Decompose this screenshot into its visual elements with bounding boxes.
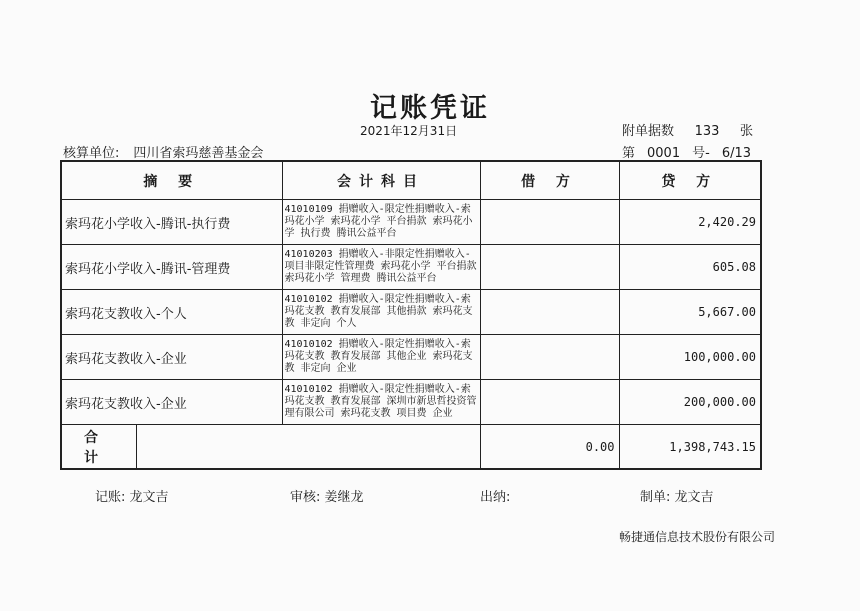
voucher-number [622, 142, 763, 161]
attachment-count [622, 120, 753, 139]
row-subject: 41010102 捐赠收入-限定性捐赠收入-索玛花支教 教育发展部 其他捐款 索玛花支教 非定向 个人 [282, 290, 480, 335]
voucher-title: 记账凭证 [370, 93, 490, 124]
row-subject: 41010109 捐赠收入-限定性捐赠收入-索玛花小学 索玛花小学 平台捐款 索玛花小学 执行费 腾讯公益平台 [282, 200, 480, 245]
total-label: 合 计 [62, 425, 137, 468]
accounting-unit-label: 核算单位: [63, 146, 120, 161]
bookkeeper [95, 486, 169, 505]
total-label-cell [61, 425, 480, 470]
preparer-name: 龙文吉 [674, 490, 714, 505]
attachment-label: 附单据数 [622, 124, 675, 139]
row-summary: 索玛花支教收入-企业 [61, 335, 282, 380]
table-row [61, 290, 761, 335]
row-credit: 100,000.00 [619, 335, 761, 380]
accounting-unit-name: 四川省索玛慈善基金会 [133, 146, 264, 161]
total-row [61, 425, 761, 470]
row-debit [480, 200, 619, 245]
attachment-number: 133 [694, 124, 720, 139]
cashier-label: 出纳: [480, 490, 511, 505]
table-row [61, 335, 761, 380]
voucher-prefix: 第 [622, 146, 636, 161]
row-debit [480, 335, 619, 380]
row-subject: 41010102 捐赠收入-限定性捐赠收入-索玛花支教 教育发展部 深圳市新思哲投资管理有限公司 索玛花支教 项目费 企业 [282, 380, 480, 425]
row-debit [480, 380, 619, 425]
row-credit: 605.08 [619, 245, 761, 290]
row-credit: 200,000.00 [619, 380, 761, 425]
row-summary: 索玛花小学收入-腾讯-管理费 [61, 245, 282, 290]
voucher-page: 6/13 [721, 146, 752, 161]
row-debit [480, 290, 619, 335]
bookkeeper-name: 龙文吉 [129, 490, 169, 505]
row-debit [480, 245, 619, 290]
preparer-label: 制单: [640, 490, 671, 505]
total-credit: 1,398,743.15 [619, 425, 761, 470]
row-subject: 41010102 捐赠收入-限定性捐赠收入-索玛花支教 教育发展部 其他企业 索玛花支教 非定向 企业 [282, 335, 480, 380]
auditor-label: 审核: [290, 490, 321, 505]
auditor [290, 486, 364, 505]
table-header-row [61, 161, 761, 200]
auditor-name: 姜继龙 [324, 490, 364, 505]
row-summary: 索玛花支教收入-企业 [61, 380, 282, 425]
attachment-unit: 张 [740, 124, 754, 139]
preparer [640, 486, 714, 505]
voucher-separator: 号- [692, 146, 710, 161]
table-row [61, 380, 761, 425]
row-subject: 41010203 捐赠收入-非限定性捐赠收入-项目非限定性管理费 索玛花小学 平台捐款 索玛花小学 管理费 腾讯公益平台 [282, 245, 480, 290]
cashier [480, 486, 510, 505]
voucher-date: 2021年12月31日 [360, 124, 458, 138]
voucher-table [60, 160, 762, 470]
table-row [61, 200, 761, 245]
header-credit: 贷 方 [619, 161, 761, 200]
row-credit: 5,667.00 [619, 290, 761, 335]
row-credit: 2,420.29 [619, 200, 761, 245]
table-row [61, 245, 761, 290]
bookkeeper-label: 记账: [95, 490, 126, 505]
header-subject: 会计科目 [282, 161, 480, 200]
software-company: 畅捷通信息技术股份有限公司 [619, 530, 776, 544]
header-debit: 借 方 [480, 161, 619, 200]
row-summary: 索玛花支教收入-个人 [61, 290, 282, 335]
header-summary: 摘 要 [61, 161, 282, 200]
row-summary: 索玛花小学收入-腾讯-执行费 [61, 200, 282, 245]
accounting-unit [63, 142, 263, 161]
total-debit: 0.00 [480, 425, 619, 470]
voucher-no-value: 0001 [647, 146, 681, 161]
